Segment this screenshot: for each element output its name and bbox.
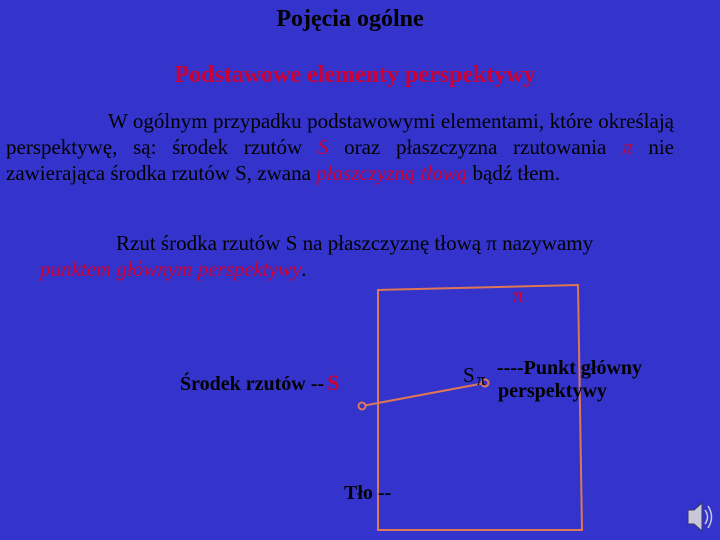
para1-center-symbol: S xyxy=(317,135,329,159)
para1-text-3: nie zawierająca środka rzutów S, zwana xyxy=(6,135,674,185)
speaker-icon[interactable] xyxy=(688,503,712,531)
main-point-label-1: ----Punkt główny xyxy=(497,357,643,379)
center-label-symbol: S xyxy=(327,370,340,395)
plane-label: π xyxy=(513,283,524,307)
center-point xyxy=(359,403,366,410)
para1-plane-term: płaszczyzną tłową xyxy=(316,161,468,185)
spi-s: S xyxy=(463,363,475,387)
para1-text-2: oraz płaszczyzna rzutowania xyxy=(328,135,623,159)
page-title: Pojęcia ogólne xyxy=(276,6,424,32)
para1-plane-symbol: π xyxy=(622,135,633,159)
para2-main-point-term: punktem głównym perspektywy xyxy=(40,257,302,281)
center-label-text: Środek rzutów -- xyxy=(180,373,325,395)
para2-text-1: Rzut środka rzutów S na płaszczyznę tłową π nazywamy xyxy=(116,231,594,255)
page-subtitle: Podstawowe elementy perspektywy xyxy=(174,62,536,88)
picture-plane xyxy=(378,285,582,530)
para1-text-4: bądź tłem. xyxy=(467,161,560,185)
main-point-label-2: perspektywy xyxy=(498,380,607,402)
background-label: Tło -- xyxy=(344,482,392,504)
para2-text-2: . xyxy=(301,257,307,281)
spi-label xyxy=(463,363,486,389)
para1-text-1: W ogólnym przypadku podstawowymi elementami, które określają perspektywę, są: środek rzutów xyxy=(6,109,674,159)
spi-subscript: π xyxy=(476,370,486,389)
center-label xyxy=(180,370,339,395)
